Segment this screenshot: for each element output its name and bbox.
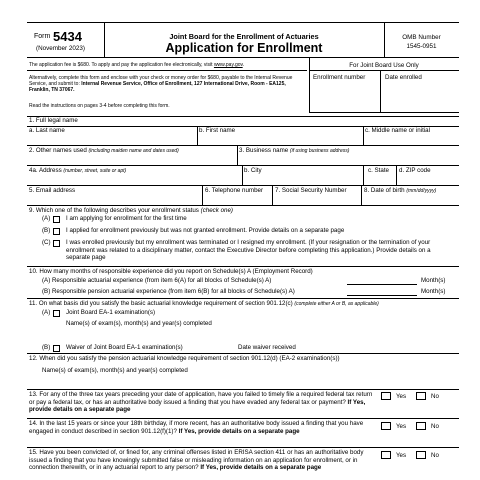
read-instructions: Read the instructions on pages 3-4 before completing this form. [29,103,170,109]
q14-yes-label: Yes [396,423,407,430]
q13-no-checkbox[interactable] [416,392,426,400]
zip-code-field[interactable]: d. ZIP code [399,167,431,174]
full-legal-name-label: 1. Full legal name [29,117,78,124]
omb-label: OMB Number [402,34,441,41]
q11-a-sub: Name(s) of exam(s), month(s) and year(s) completed [66,320,212,327]
office-box-divider [380,70,381,112]
q12-text: 12. When did you satisfy the pension actuarial knowledge requirement of section 901.12(d) (EA-2 examination(s)) [29,355,340,362]
q9-c-text: I was enrolled previously but my enrollment was terminated or I resigned my enrollment. (If your resignation or the termination of your enrollment was related to a disciplinary matter, contact the Executive Director before completing this application.) Provide details on a separate page [66,239,431,261]
last-name-field[interactable]: a. Last name [29,127,65,134]
q10-b-month-label: Month(s) [421,288,446,295]
q9-a-label: (A) [42,215,51,222]
q9-text: 9. Which one of the following describes your enrollment status (check one) [29,207,233,214]
q15-yes-label: Yes [396,452,407,459]
mail-instructions: Alternatively, complete this form and enclose with your check or money order for $680, payable to the Internal Revenue Service, and submit to: Internal Revenue Service, Office of Enrollment, 127 International Drive, Room - EA125, Franklin, TN 37067. [29,75,293,93]
ssn-field[interactable]: 7. Social Security Number [275,187,347,194]
form-word: Form [34,33,51,40]
intro-rule [27,70,307,71]
address-field[interactable]: 4a. Address (number, street, suite or apt) [29,167,127,174]
q13-yes-checkbox[interactable] [381,392,391,400]
top-rule [27,22,459,23]
agency-name: Joint Board for the Enrollment of Actuaries [169,32,319,41]
q10-a-text: (A) Responsible actuarial experience (from item 6(A) for all blocks of Schedule(s) A) [42,277,272,284]
middle-name-field[interactable]: c. Middle name or initial [365,127,430,134]
q13-no-label: No [431,393,439,400]
office-box-bottom [309,112,459,113]
date-of-birth-field[interactable]: 8. Date of birth (mm/dd/yyyy) [364,187,437,194]
office-use-title: For Joint Board Use Only [349,62,419,69]
q11-text: 11. On what basis did you satisfy the basic actuarial knowledge requirement of section 901.12(c) (complete either A or B, as applicable) [29,300,379,307]
enrollment-number-label: Enrollment number [313,74,366,81]
q11-b-text: Waiver of Joint Board EA-1 examination(s) [66,344,183,351]
email-field[interactable]: 5. Email address [29,187,76,194]
q11-a-label: (A) [42,309,51,316]
q10-a-blank[interactable] [347,284,417,285]
state-field[interactable]: c. State [368,167,389,174]
form-number: 5434 [53,29,82,44]
q9-a-text: I am applying for enrollment for the first time [66,215,187,222]
q15-text: 15. Have you been convicted of, or fined for, any criminal offenses listed in ERISA section 411 or has an authoritative body issued a finding that you have knowingly submitted false or misleading information on an application for enrollment, or in connection therewith, or in any actuarial report to any person? If Yes, provide details on a separate page [29,449,364,471]
pay-gov-link[interactable]: www.pay.gov [213,62,243,68]
q11-b-date-label: Date waiver received [238,344,296,351]
q15-yes-checkbox[interactable] [381,451,391,459]
form-title: Application for Enrollment [165,41,323,55]
q10-text: 10. How many months of responsible experience did you report on Schedule(s) A (Employment Record) [29,268,313,275]
omb-number: 1545-0951 [406,43,437,50]
q10-a-month-label: Month(s) [421,277,446,284]
q9-c-label: (C) [42,239,51,246]
other-names-field[interactable]: 2. Other names used (including maiden name and dates used) [29,147,179,154]
q9-a-checkbox[interactable] [53,216,60,223]
part1-top-rule [27,116,459,117]
form-date: (November 2023) [36,45,85,52]
q15-no-checkbox[interactable] [416,451,426,459]
mail-address: Internal Revenue Service, Office of Enrollment, 127 International Drive, Room - EA125, Franklin, TN 37067. [29,81,286,93]
date-enrolled-label: Date enrolled [385,74,422,81]
q9-c-checkbox[interactable] [53,240,60,247]
first-name-field[interactable]: b. First name [199,127,236,134]
fee-instructions: The application fee is $680. To apply and pay the application fee electronically, visit www.pay.gov. [29,62,245,68]
city-field[interactable]: b. City [244,167,262,174]
q9-b-text: I applied for enrollment previously but was not granted enrollment. Provide details on a separate page [66,227,345,234]
q11-b-label: (B) [42,344,51,351]
q11-a-checkbox[interactable] [53,310,60,317]
q11-b-checkbox[interactable] [53,345,60,352]
business-name-field[interactable]: 3. Business name (if using business address) [239,147,350,154]
office-box-rule [309,70,459,71]
q11-a-text: Joint Board EA-1 examination(s) [66,309,156,316]
q14-no-label: No [431,423,439,430]
q9-b-checkbox[interactable] [53,228,60,235]
header-bottom-rule [27,57,459,58]
q12-sub: Name(s) of exam(s), month(s) and year(s) completed [42,367,188,374]
q14-no-checkbox[interactable] [416,422,426,430]
q13-yes-label: Yes [396,393,407,400]
q13-text: 13. For any of the three tax years preceding your date of application, have you failed to timely file a required federal tax return or pay a federal tax, or has an authoritative body issued a finding that you have evaded any federal tax or payment? If Yes, provide details on a separate page [29,391,373,413]
q10-b-blank[interactable] [347,295,417,296]
q9-b-label: (B) [42,227,51,234]
telephone-field[interactable]: 6. Telephone number [205,187,264,194]
q14-text: 14. In the last 15 years or since your 18th birthday, if more recent, has an authoritative body issued a finding that you have engaged in conduct described in section 901.12(f)(1)? If Yes, provide details on a separate page [29,420,364,435]
q14-yes-checkbox[interactable] [381,422,391,430]
q10-b-text: (B) Responsible pension actuarial experience (from item 6(B) for all blocks of Schedule(s) A) [42,288,295,295]
q15-no-label: No [431,452,439,459]
